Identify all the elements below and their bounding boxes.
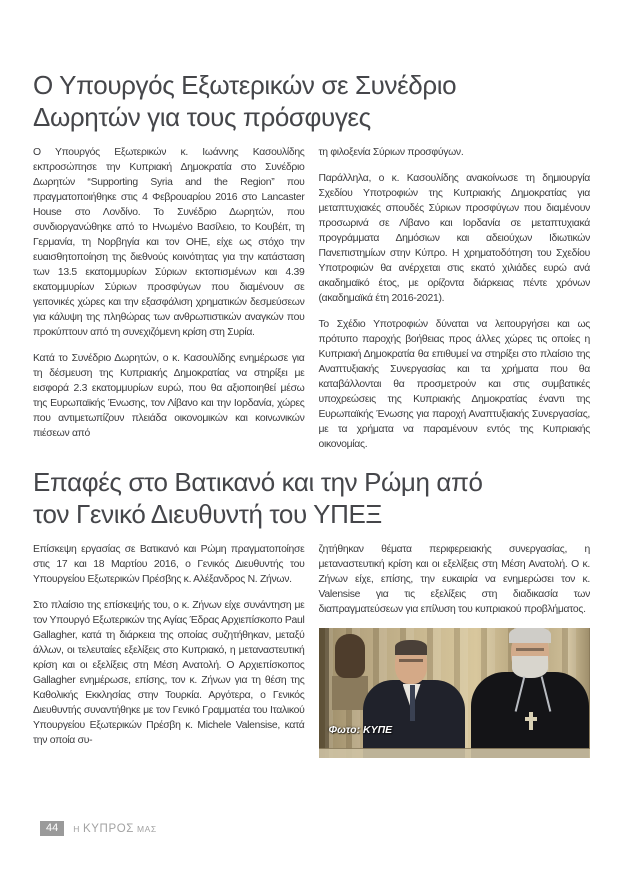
magazine-title-name: ΚΥΠΡΟΣ [83, 822, 134, 835]
article-donors-conference [33, 70, 590, 463]
diplomat-glasses [399, 659, 423, 662]
archbishop-hair [509, 628, 551, 643]
title-line: Ο Υπουργός Εξωτερικών σε Συνέδριο [33, 70, 457, 100]
body-paragraph: τη φιλοξενία Σύριων προσφύγων. [318, 147, 464, 158]
meeting-photo [319, 628, 591, 758]
photo-caption: Φωτο: ΚΥΠΕ [328, 724, 393, 736]
magazine-title [73, 823, 157, 835]
two-column-layout [33, 542, 590, 759]
diplomat-hair [395, 640, 427, 655]
magazine-title-article: Η [73, 823, 80, 834]
right-column [319, 542, 591, 759]
article-vatican-visit [33, 467, 590, 759]
body-paragraph: Ο Υπουργός Εξωτερικών κ. Ιωάννης Κασουλίδης εκπροσώπησε την Κυπριακή Δημοκρατία στο Συνέδριο Δωρητών “Supporting Syria and the Region” που πραγματοποιήθηκε στις 4 Φεβρουαρίου 2016 στο Lancaster House στο Λονδίνο. Το Συνέδριο Δωρητών, που συνδιοργανώθηκε από το Ηνωμένο Βασίλειο, το Κουβέιτ, τη Γερμανία, τη Νορβηγία και τον ΟΗΕ, είχε ως στόχο την ευαισθητοποίηση της διεθνούς κοινότητας για την κατάσταση των 13.5 εκατομμυρίων Σύριων εκτοπισμένων και 4.39 εκατομμυρίων Σύριων προσφύγων που διαμένουν σε γειτονικές χώρες και την εξασφάλιση χρηματικών δεσμεύσεων για κάλυψη της πληθώρας των ανθρωπιστικών αναγκών που προκύπτουν από τη συνεχιζόμενη κρίση στη Συρία. [33, 147, 305, 338]
pectoral-cross [529, 712, 533, 730]
article-title-vatican [33, 467, 590, 530]
title-line: Επαφές στο Βατικανό και την Ρώμη από [33, 467, 483, 497]
bust-statue [335, 634, 365, 678]
article-title-donors [33, 70, 590, 133]
page-footer [40, 821, 157, 836]
title-line: Δωρητών για τους πρόσφυγες [33, 101, 371, 132]
body-paragraph: Παράλληλα, ο κ. Κασουλίδης ανακοίνωσε τη δημιουργία Σχεδίου Υποτροφιών της Κυπριακής Δημοκρατίας για μεταπτυχιακές σπουδές Σύριων προσφύγων που διαμένουν προσωρινά σε Λίβανο και Ιορδανία σε μεταπτυχιακά προγράμματα Δημόσιων και αδειούχων Ιδιωτικών Πανεπιστημίων στην Κύπρο. Η χρηματοδότηση του Σχεδίου Υποτροφιών θα ανέρχεται στις εκατό χιλιάδες ευρώ ανά ακαδημαϊκό έτος, με ορίζοντα διάρκειας πέντε χρόνων (ακαδημαϊκά έτη 2016-2021). [318, 173, 590, 304]
two-column-layout [33, 145, 590, 463]
body-paragraph: Επίσκεψη εργασίας σε Βατικανό και Ρώμη πραγματοποίησε στις 17 και 18 Μαρτίου 2016, ο Γενικός Διευθυντής του Υπουργείου Εξωτερικών Πρέσβης κ. Αλέξανδρος Ν. Ζήνων. [33, 544, 305, 585]
page-number: 44 [40, 821, 64, 836]
body-paragraph: Στο πλαίσιο της επίσκεψής του, ο κ. Ζήνων είχε συνάντηση με τον Υπουργό Εξωτερικών της Αγίας Έδρας Αρχιεπίσκοπο Paul Gallagher, κατά τη διάρκεια της οποίας συζητήθηκαν, μεταξύ άλλων, οι τελευταίες εξελίξεις στο Κυπριακό, η μεταναστευτική κρίση και οι εξελίξεις στη Μέση Ανατολή. Ο Αρχιεπίσκοπος Gallagher ενημέρωσε, επίσης, τον κ. Ζήνων για τη θέση της Καθολικής Εκκλησίας στην Τουρκία. Αργότερα, ο Γενικός Διευθυντής συναντήθηκε με τον Γενικό Γραμματέα του Ιταλικού Υπουργείου Εξωτερικών Πρέσβη κ. Michele Valensise, κατά την οποία συ- [33, 600, 305, 746]
body-paragraph: Το Σχέδιο Υποτροφιών δύναται να λειτουργήσει και ως πρότυπο παροχής βοήθειας προς άλλες χώρες τις οποίες η Κυπριακή Δημοκρατία θα επιθυμεί να στηρίξει στο πλαίσιο της Αναπτυξιακής Συνεργασίας και τα χρήματα που θα καταβάλλονται θα προσμετρούν και στις συμβατικές υποχρεώσεις της Κυπριακής Δημοκρατίας έναντι της Ευρωπαϊκής Ένωσης για παροχή Αναπτυξιακής Συνεργασίας, με τα χρήματα να παραμένουν εντός της Κυπριακής οικονομίας. [318, 319, 590, 450]
body-paragraph: ζητήθηκαν θέματα περιφερειακής συνεργασίας, η μεταναστευτική κρίση και οι εξελίξεις στη Μέση Ανατολή. Ο κ. Ζήνων είχε, επίσης, την ευκαιρία να ενημερώσει τον κ. Valensise για τις εξελίξεις στη διαδικασία των διαπραγματεύσεων για επίλυση του κυπριακού προβλήματος. [318, 544, 590, 615]
diplomat-tie [410, 685, 415, 721]
body-paragraph: Κατά το Συνέδριο Δωρητών, ο κ. Κασουλίδης ενημέρωσε για τη δέσμευση της Κυπριακής Δημοκρατίας να στηρίξει με εισφορά 2.3 εκατομμυρίων ευρώ, που θα αξιοποιηθεί μέσω της Ευρωπαϊκής Ένωσης, τον Λίβανο και την Ιορδανία, χώρες που αντιμετωπίζουν πλειάδα οικονομικών και κοινωνικών πιέσεων από [33, 353, 305, 439]
magazine-title-suffix: ΜΑΣ [136, 823, 157, 834]
left-column [33, 542, 305, 759]
bust-pedestal [332, 676, 368, 710]
title-line: τον Γενικό Διευθυντή του ΥΠΕΞ [33, 498, 382, 529]
right-column [319, 145, 591, 463]
left-column [33, 145, 305, 463]
archbishop-glasses [516, 648, 544, 651]
archbishop-beard [512, 656, 548, 678]
